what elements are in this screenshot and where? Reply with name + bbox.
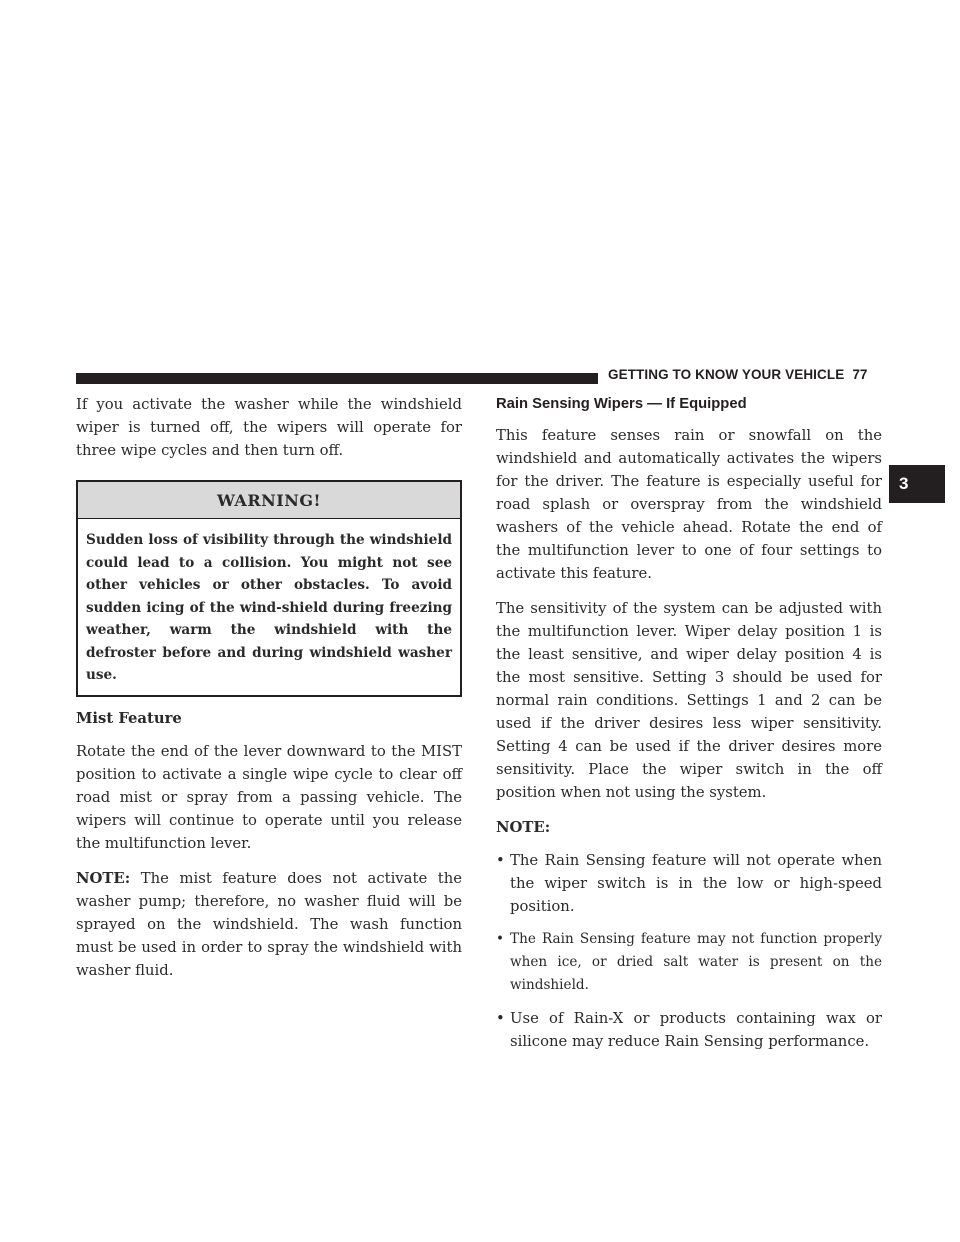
mist-note-paragraph xyxy=(76,867,462,982)
intro-paragraph: If you activate the washer while the windshield wiper is turned off, the wipers will operate for three wipe cycles and then turn off. xyxy=(76,396,462,459)
rain-sensing-paragraph-2: The sensitivity of the system can be adjusted with the multifunction lever. Wiper delay position 1 is the least sensitive, and wiper delay position 4 is the most sensitive. Setting 3 should be used for normal rain conditions. Settings 1 and 2 can be used if the driver desires less wiper sensitivity. Setting 4 can be used if the driver desires more sensitivity. Place the wiper switch in the off position when not using the system. xyxy=(496,600,882,801)
note-heading: NOTE: xyxy=(496,819,551,836)
note-bullet-list xyxy=(496,849,882,1053)
mist-feature-paragraph: Rotate the end of the lever downward to the MIST position to activate a single wipe cycle to clear off road mist or spray from a passing vehicle. The wipers will continue to operate until you release the multifunction lever. xyxy=(76,742,462,852)
mist-feature-heading: Mist Feature xyxy=(76,709,182,727)
section-title: GETTING TO KNOW YOUR VEHICLE xyxy=(608,367,845,382)
warning-title: WARNING! xyxy=(78,482,460,519)
bullet-text: The Rain Sensing feature will not operate when the wiper switch is in the low or high-speed position. xyxy=(510,852,882,915)
page-number: 77 xyxy=(852,367,868,382)
warning-text: Sudden loss of visibility through the windshield could lead to a collision. You might not see other vehicles or other obstacles. To avoid sudden icing of the wind-shield during freezing weather, warm the windshield with the defroster before and during windshield washer use. xyxy=(86,532,452,683)
list-item xyxy=(496,849,882,918)
note-label: NOTE: xyxy=(76,869,131,887)
bullet-text: The Rain Sensing feature may not function properly when ice, or dried salt water is present on the windshield. xyxy=(510,931,882,993)
warning-box xyxy=(76,480,462,697)
bullet-text: Use of Rain-X or products containing wax or silicone may reduce Rain Sensing performance. xyxy=(510,1010,882,1050)
right-column xyxy=(496,393,882,1063)
chapter-tab: 3 xyxy=(889,465,945,503)
bullet-icon: • xyxy=(496,1010,505,1027)
rain-sensing-heading: Rain Sensing Wipers — If Equipped xyxy=(496,396,747,412)
note-text: The mist feature does not activate the washer pump; therefore, no washer fluid will be sprayed on the windshield. The wash function must be used in order to spray the windshield with washer fluid. xyxy=(76,869,462,979)
bullet-icon: • xyxy=(496,852,505,869)
header-rule xyxy=(76,373,598,384)
list-item xyxy=(496,928,882,997)
running-header xyxy=(608,367,868,382)
left-column xyxy=(76,393,462,994)
list-item xyxy=(496,1007,882,1053)
rain-sensing-paragraph-1: This feature senses rain or snowfall on the windshield and automatically activates the wipers for the driver. The feature is especially useful for road splash or overspray from the windshield washers of the vehicle ahead. Rotate the end of the multifunction lever to one of four settings to activate this feature. xyxy=(496,427,882,582)
bullet-icon: • xyxy=(496,931,505,947)
